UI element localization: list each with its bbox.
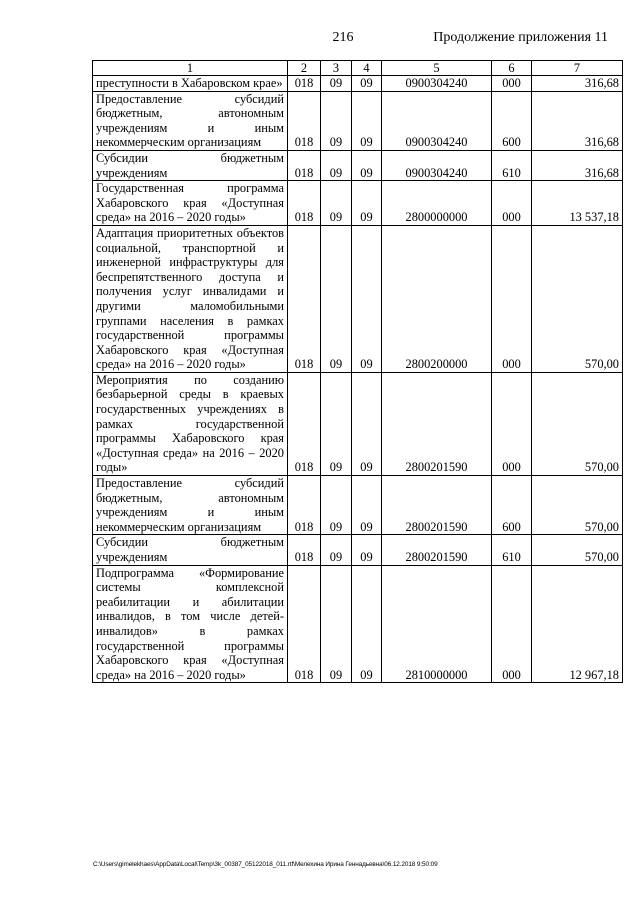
target-article-code: 0900304240 [382, 91, 492, 150]
target-article-code: 2800200000 [382, 225, 492, 372]
expense-type-code: 610 [492, 150, 532, 180]
amount: 570,00 [532, 372, 623, 475]
table-header-row [93, 61, 623, 76]
target-article-code: 2810000000 [382, 565, 492, 683]
amount: 570,00 [532, 225, 623, 372]
section-code: 09 [321, 476, 352, 535]
section-code: 09 [321, 372, 352, 475]
table-row [93, 150, 623, 180]
column-header: 3 [321, 61, 352, 76]
item-name: Субсидии бюджетным учреждениям [93, 150, 288, 180]
amount: 570,00 [532, 535, 623, 565]
table-row [93, 372, 623, 475]
budget-table [92, 60, 623, 683]
expense-type-code: 000 [492, 76, 532, 92]
subsection-code: 09 [352, 181, 382, 226]
column-header: 4 [352, 61, 382, 76]
item-name: преступности в Хабаровском крае» [93, 76, 288, 92]
amount: 316,68 [532, 150, 623, 180]
item-name: Субсидии бюджетным учреждениям [93, 535, 288, 565]
table-row [93, 476, 623, 535]
item-name: Предоставление субсидий бюджетным, автономным учреждениям и иным некоммерческим организациям [93, 91, 288, 150]
table-row [93, 535, 623, 565]
appendix-caption: Продолжение приложения 11 [433, 30, 608, 45]
ministry-code: 018 [288, 225, 321, 372]
ministry-code: 018 [288, 476, 321, 535]
target-article-code: 2800000000 [382, 181, 492, 226]
subsection-code: 09 [352, 372, 382, 475]
column-header: 6 [492, 61, 532, 76]
column-header: 1 [93, 61, 288, 76]
ministry-code: 018 [288, 76, 321, 92]
subsection-code: 09 [352, 535, 382, 565]
item-name: Подпрограмма «Формирование системы комплексной реабилитации и абилитации инвалидов, в том числе детей-инвалидов» в рамках государственной программы Хабаровского края «Доступная среда» на 2016 – 2020 годы» [93, 565, 288, 683]
table-row [93, 76, 623, 92]
item-name: Мероприятия по созданию безбарьерной среды в краевых государственных учреждениях в рамках государственной программы Хабаровского края «Доступная среда» на 2016 – 2020 годы» [93, 372, 288, 475]
expense-type-code: 000 [492, 565, 532, 683]
item-name: Предоставление субсидий бюджетным, автономным учреждениям и иным некоммерческим организациям [93, 476, 288, 535]
target-article-code: 2800201590 [382, 476, 492, 535]
ministry-code: 018 [288, 91, 321, 150]
expense-type-code: 610 [492, 535, 532, 565]
table-row [93, 91, 623, 150]
expense-type-code: 600 [492, 476, 532, 535]
subsection-code: 09 [352, 91, 382, 150]
section-code: 09 [321, 181, 352, 226]
subsection-code: 09 [352, 225, 382, 372]
section-code: 09 [321, 150, 352, 180]
expense-type-code: 600 [492, 91, 532, 150]
subsection-code: 09 [352, 565, 382, 683]
amount: 12 967,18 [532, 565, 623, 683]
section-code: 09 [321, 91, 352, 150]
target-article-code: 0900304240 [382, 150, 492, 180]
section-code: 09 [321, 225, 352, 372]
section-code: 09 [321, 76, 352, 92]
ministry-code: 018 [288, 181, 321, 226]
table-row [93, 225, 623, 372]
amount: 316,68 [532, 76, 623, 92]
target-article-code: 2800201590 [382, 535, 492, 565]
subsection-code: 09 [352, 476, 382, 535]
subsection-code: 09 [352, 76, 382, 92]
item-name: Адаптация приоритетных объектов социальной, транспортной и инженерной инфраструктуры для беспрепятственного доступа и получения услуг инвалидами и другими маломобильными группами населения в рамках государственной программы Хабаровского края «Доступная среда» на 2016 – 2020 годы» [93, 225, 288, 372]
target-article-code: 2800201590 [382, 372, 492, 475]
footer-file-path: C:\Users\gimelekhaes\AppData\Local\Temp\3k_00387_05122018_011.rtf\Мелехина Ирина Геннадьевна\06.12.2018 9:50:09 [93, 861, 438, 868]
section-code: 09 [321, 565, 352, 683]
expense-type-code: 000 [492, 181, 532, 226]
subsection-code: 09 [352, 150, 382, 180]
amount: 570,00 [532, 476, 623, 535]
section-code: 09 [321, 535, 352, 565]
expense-type-code: 000 [492, 225, 532, 372]
item-name: Государственная программа Хабаровского края «Доступная среда» на 2016 – 2020 годы» [93, 181, 288, 226]
ministry-code: 018 [288, 565, 321, 683]
ministry-code: 018 [288, 372, 321, 475]
amount: 13 537,18 [532, 181, 623, 226]
table-row [93, 181, 623, 226]
target-article-code: 0900304240 [382, 76, 492, 92]
ministry-code: 018 [288, 535, 321, 565]
table-row [93, 565, 623, 683]
page-number: 216 [332, 30, 354, 45]
amount: 316,68 [532, 91, 623, 150]
column-header: 2 [288, 61, 321, 76]
expense-type-code: 000 [492, 372, 532, 475]
ministry-code: 018 [288, 150, 321, 180]
column-header: 5 [382, 61, 492, 76]
column-header: 7 [532, 61, 623, 76]
